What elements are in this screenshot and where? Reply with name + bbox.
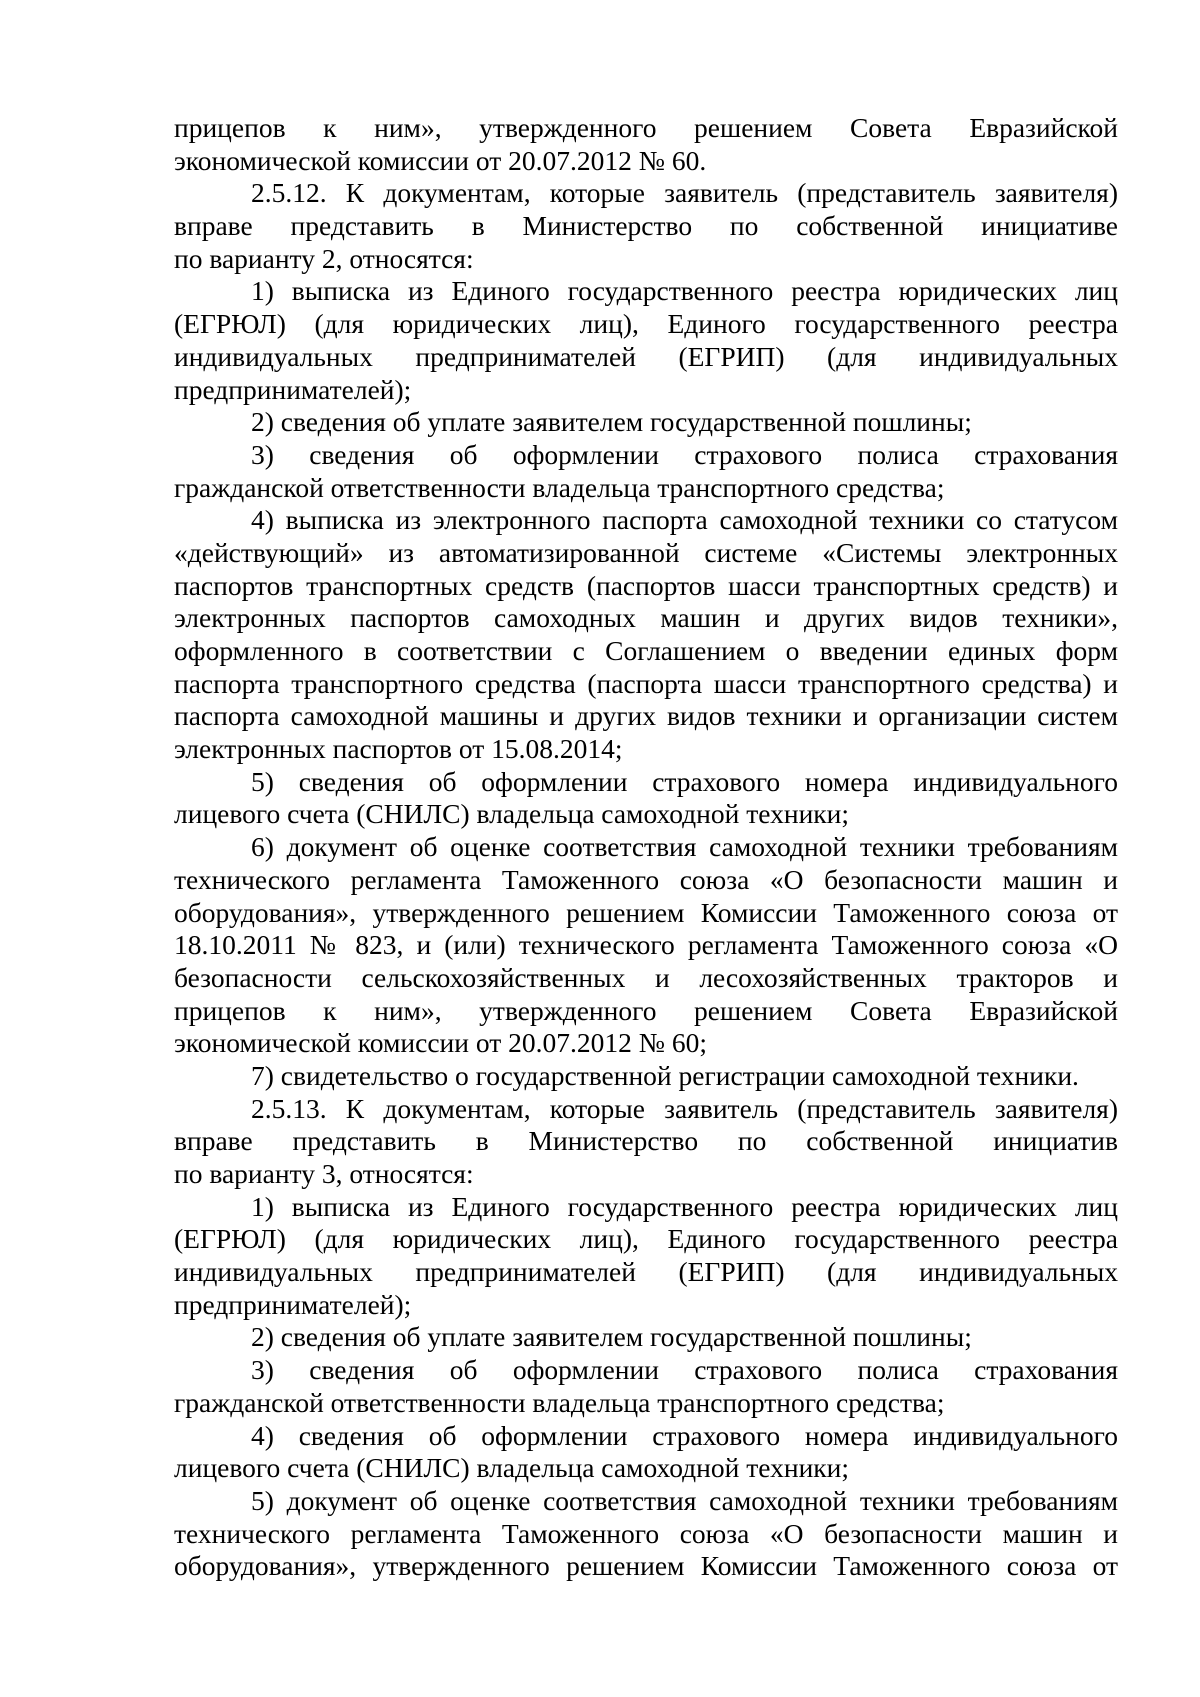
document-line: технического регламента Таможенного союза «О безопасности машин и bbox=[174, 863, 1118, 895]
document-line: оборудования», утвержденного решением Комиссии Таможенного союза от bbox=[174, 1550, 1118, 1582]
document-line: 1) выписка из Единого государственного реестра юридических лиц bbox=[251, 1190, 1118, 1222]
document-line: по варианту 3, относятся: bbox=[174, 1158, 474, 1189]
document-body bbox=[174, 112, 1118, 1583]
document-line: 3) сведения об оформлении страхового полиса страхования bbox=[251, 1354, 1118, 1386]
document-line: 7) свидетельство о государственной регистрации самоходной техники. bbox=[251, 1059, 1079, 1091]
document-line: прицепов к ним», утвержденного решением Совета Евразийской bbox=[174, 112, 1118, 143]
document-line: оборудования», утвержденного решением Комиссии Таможенного союза от bbox=[174, 896, 1118, 928]
document-line: 18.10.2011 № 823, и (или) технического регламента Таможенного союза «О bbox=[174, 929, 1118, 961]
document-line: электронных паспортов самоходных машин и других видов техники», bbox=[174, 602, 1118, 634]
document-line: паспорта транспортного средства (паспорта шасси транспортного средства) и bbox=[174, 667, 1118, 699]
document-line: индивидуальных предпринимателей (ЕГРИП) (для индивидуальных bbox=[174, 1256, 1118, 1288]
document-line: 4) выписка из электронного паспорта самоходной техники со статусом bbox=[251, 504, 1118, 536]
document-line: «действующий» из автоматизированной системе «Системы электронных bbox=[174, 536, 1118, 568]
document-line: 2.5.13. К документам, которые заявитель (представитель заявителя) bbox=[251, 1092, 1118, 1124]
document-line: по варианту 2, относятся: bbox=[174, 242, 474, 274]
document-line: лицевого счета (СНИЛС) владельца самоходной техники; bbox=[174, 798, 849, 830]
document-line: безопасности сельскохозяйственных и лесохозяйственных тракторов и bbox=[174, 961, 1118, 993]
document-line: 3) сведения об оформлении страхового полиса страхования bbox=[251, 438, 1118, 470]
document-line: гражданской ответственности владельца транспортного средства; bbox=[174, 1386, 945, 1418]
document-line: 5) сведения об оформлении страхового номера индивидуального bbox=[251, 765, 1118, 797]
document-line: электронных паспортов от 15.08.2014; bbox=[174, 733, 623, 765]
document-line: 4) сведения об оформлении страхового номера индивидуального bbox=[251, 1419, 1118, 1451]
document-line: 6) документ об оценке соответствия самоходной техники требованиям bbox=[251, 831, 1118, 863]
document-line: вправе представить в Министерство по собственной инициатив bbox=[174, 1125, 1118, 1157]
document-line: экономической комиссии от 20.07.2012 № 60. bbox=[174, 144, 707, 176]
document-line: (ЕГРЮЛ) (для юридических лиц), Единого государственного реестра bbox=[174, 308, 1118, 340]
document-line: паспортов транспортных средств (паспортов шасси транспортных средств) и bbox=[174, 569, 1118, 601]
document-line: (ЕГРЮЛ) (для юридических лиц), Единого государственного реестра bbox=[174, 1223, 1118, 1255]
document-line: 1) выписка из Единого государственного реестра юридических лиц bbox=[251, 275, 1118, 307]
document-line: индивидуальных предпринимателей (ЕГРИП) (для индивидуальных bbox=[174, 340, 1118, 372]
document-line: оформленного в соответствии с Соглашением о введении единых форм bbox=[174, 635, 1118, 666]
document-line: паспорта самоходной машины и других видов техники и организации систем bbox=[174, 700, 1118, 732]
document-line: лицевого счета (СНИЛС) владельца самоходной техники; bbox=[174, 1452, 849, 1484]
document-line: 2) сведения об уплате заявителем государственной пошлины; bbox=[251, 1321, 972, 1353]
document-line: предпринимателей); bbox=[174, 1288, 412, 1320]
document-line: 2.5.12. К документам, которые заявитель (представитель заявителя) bbox=[251, 177, 1118, 209]
document-line: экономической комиссии от 20.07.2012 № 60; bbox=[174, 1027, 708, 1059]
document-line: 5) документ об оценке соответствия самоходной техники требованиям bbox=[251, 1484, 1118, 1516]
document-line: технического регламента Таможенного союза «О безопасности машин и bbox=[174, 1517, 1118, 1549]
document-line: 2) сведения об уплате заявителем государственной пошлины; bbox=[251, 406, 972, 438]
document-line: вправе представить в Министерство по собственной инициативе bbox=[174, 210, 1118, 242]
document-line: предпринимателей); bbox=[174, 373, 412, 405]
document-line: гражданской ответственности владельца транспортного средства; bbox=[174, 471, 945, 503]
document-line: прицепов к ним», утвержденного решением Совета Евразийской bbox=[174, 994, 1118, 1026]
